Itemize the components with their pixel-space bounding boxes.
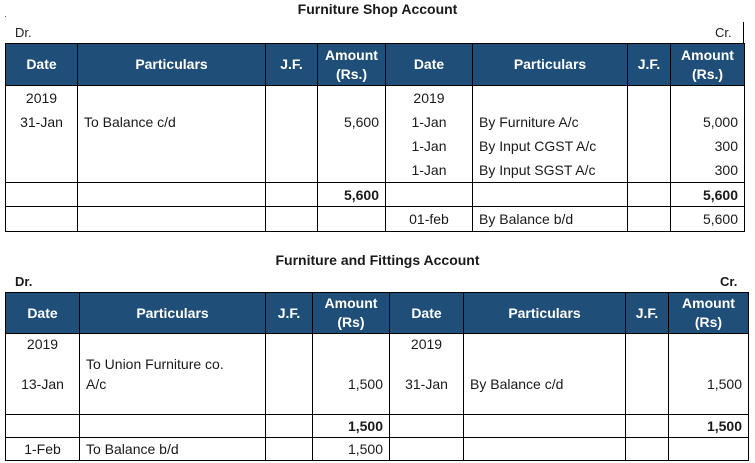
debit-total: 1,500 [313, 415, 390, 438]
credit-date-header: Date [390, 293, 464, 334]
account2-ledger-table [5, 292, 749, 461]
debit-date-cell [6, 86, 78, 183]
account1-dr-label: Dr. [15, 25, 32, 40]
debit-total: 5,600 [318, 183, 386, 207]
debit-amount-cell [313, 334, 390, 415]
debit-balance-date: 1-Feb [6, 438, 80, 461]
credit-entry-amount: 1,500 [706, 376, 742, 392]
debit-amount-cell [318, 86, 386, 183]
debit-particulars-header: Particulars [80, 293, 266, 334]
credit-entry-amount: 300 [714, 162, 738, 178]
debit-jf-cell [266, 86, 318, 183]
debit-amount-header: Amount (Rs) [313, 293, 390, 334]
credit-jf-cell [626, 334, 669, 415]
credit-entry-amount: 300 [714, 138, 738, 154]
account2-title: Furniture and Fittings Account [275, 252, 480, 268]
credit-balance-amount: 5,600 [671, 207, 745, 232]
debit-date-cell [6, 334, 80, 415]
credit-balance-particulars: By Balance b/d [473, 207, 628, 232]
credit-amount-cell [671, 86, 745, 183]
account1-cr-label: Cr. [715, 25, 732, 40]
account1-entries-row [6, 86, 745, 183]
account2-dr-label: Dr. [15, 274, 33, 289]
debit-entry-amount: 5,600 [343, 114, 379, 130]
credit-balance-date: 01-feb [386, 207, 473, 232]
credit-amount-header: Amount (Rs.) [671, 44, 745, 86]
credit-total: 5,600 [671, 183, 745, 207]
account1-total-row [6, 183, 745, 207]
debit-entry-date: 13-Jan [21, 376, 64, 392]
debit-balance-amount: 1,500 [313, 438, 390, 461]
debit-particulars-header: Particulars [78, 44, 266, 86]
debit-particulars-cell [78, 86, 266, 183]
debit-date-header: Date [6, 293, 80, 334]
credit-date-cell [386, 86, 473, 183]
account2-header-row [6, 293, 749, 334]
credit-year: 2019 [413, 90, 445, 106]
credit-entry-date: 1-Jan [411, 138, 447, 154]
credit-entry-particulars: By Input SGST A/c [479, 162, 596, 178]
debit-year: 2019 [26, 336, 59, 352]
credit-entry-amount: 5,000 [702, 114, 738, 130]
credit-entry-date: 1-Jan [411, 114, 447, 130]
credit-date-cell [390, 334, 464, 415]
credit-entry-date: 31-Jan [405, 376, 448, 392]
debit-entry-date: 31-Jan [20, 114, 63, 130]
account1-balance-row [6, 207, 745, 232]
account1-ledger-table [5, 43, 745, 232]
debit-particulars-cell [80, 334, 266, 415]
debit-entry-particulars: To Balance c/d [84, 114, 176, 130]
account2-total-row [6, 415, 749, 438]
account2-cr-label: Cr. [720, 274, 738, 289]
credit-entry-particulars: By Input CGST A/c [479, 138, 597, 154]
debit-jf-cell [266, 334, 313, 415]
credit-entry-date: 1-Jan [411, 162, 447, 178]
account2-balance-row [6, 438, 749, 461]
credit-date-header: Date [386, 44, 473, 86]
debit-jf-header: J.F. [266, 293, 313, 334]
credit-year: 2019 [410, 336, 443, 352]
account1-right-edge [743, 22, 744, 44]
credit-particulars-cell [464, 334, 626, 415]
credit-jf-header: J.F. [628, 44, 671, 86]
account1-title: Furniture Shop Account [297, 1, 458, 17]
debit-year: 2019 [25, 90, 58, 106]
credit-jf-cell [628, 86, 671, 183]
credit-entry-particulars: By Furniture A/c [479, 114, 579, 130]
account2-entries-row [6, 334, 749, 415]
credit-total: 1,500 [669, 415, 749, 438]
credit-particulars-header: Particulars [473, 44, 628, 86]
debit-entry-particulars-line2: A/c [86, 376, 107, 392]
credit-particulars-header: Particulars [464, 293, 626, 334]
credit-amount-header: Amount (Rs) [669, 293, 749, 334]
debit-date-header: Date [6, 44, 78, 86]
account1-header-row [6, 44, 745, 86]
debit-balance-particulars: To Balance b/d [80, 438, 266, 461]
debit-amount-header: Amount (Rs.) [318, 44, 386, 86]
credit-particulars-cell [473, 86, 628, 183]
debit-jf-header: J.F. [266, 44, 318, 86]
credit-amount-cell [669, 334, 749, 415]
credit-jf-header: J.F. [626, 293, 669, 334]
debit-entry-particulars-line1: To Union Furniture co. [86, 356, 224, 372]
debit-entry-amount: 1,500 [347, 376, 383, 392]
credit-entry-particulars: By Balance c/d [470, 376, 564, 392]
